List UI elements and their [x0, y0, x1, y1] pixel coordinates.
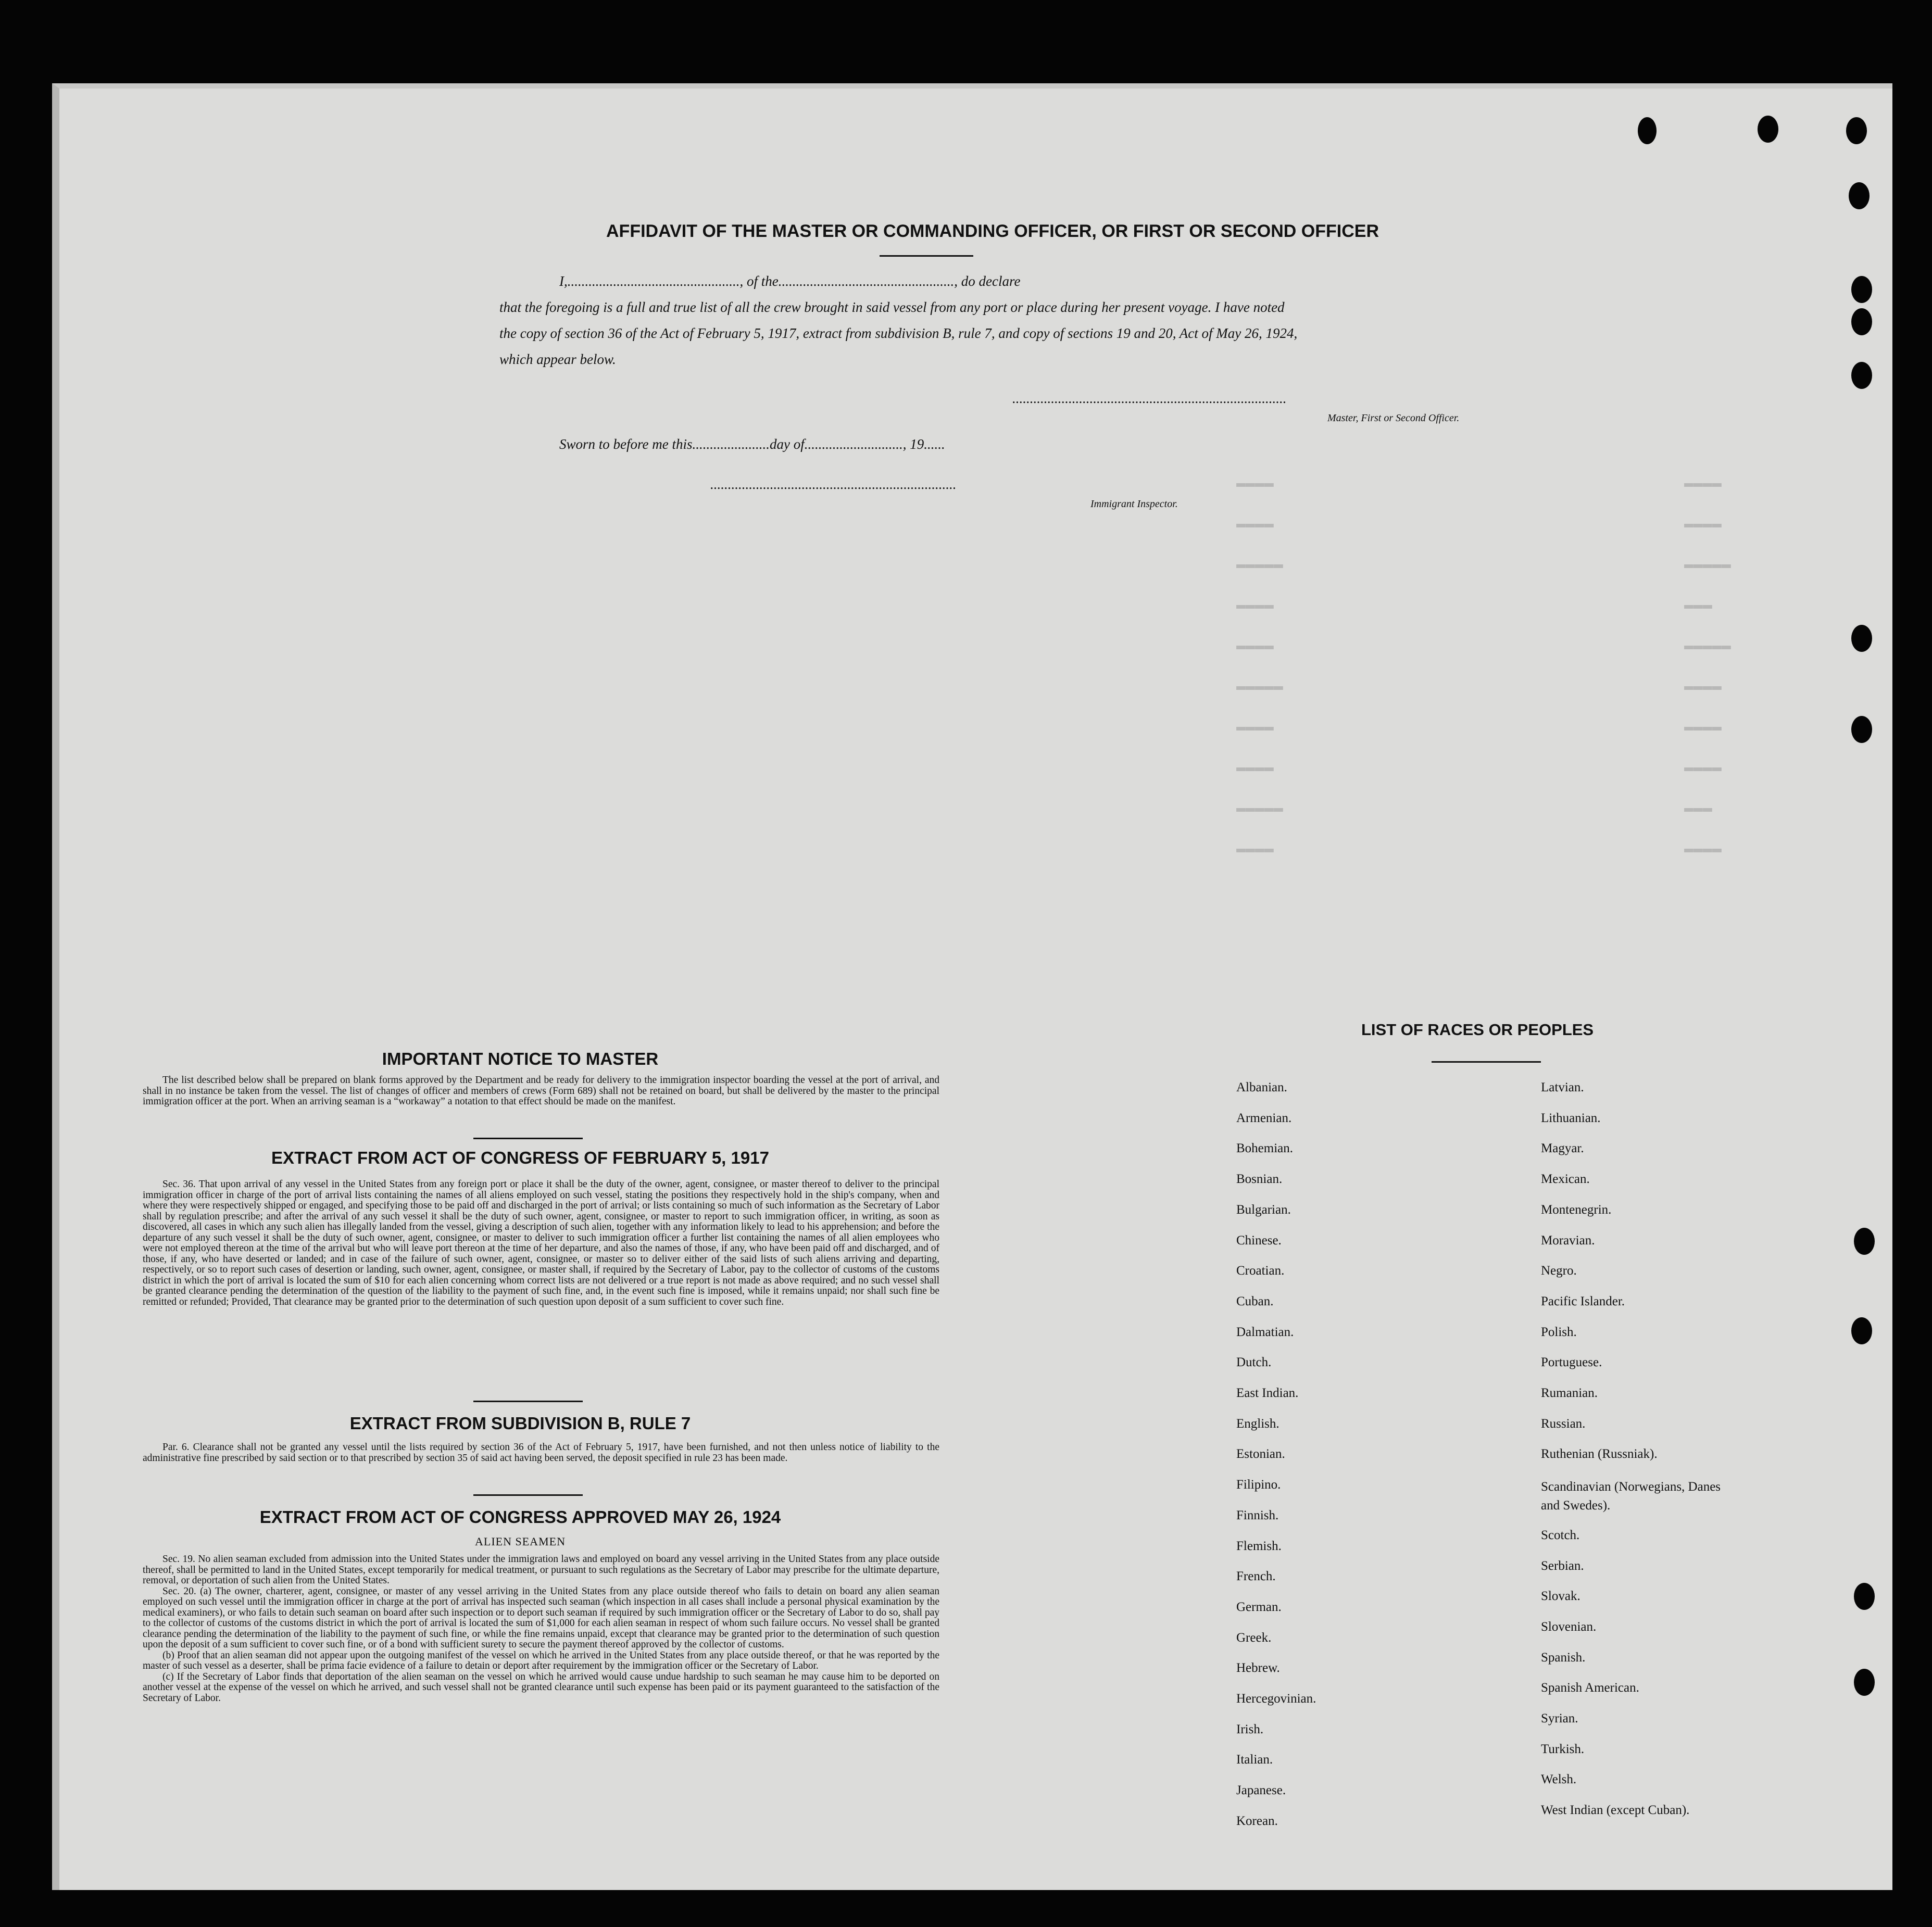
binding-hole	[1638, 117, 1657, 144]
section-rule	[473, 1138, 583, 1139]
binding-hole	[1846, 117, 1867, 144]
binding-hole	[1849, 182, 1870, 209]
binding-hole	[1851, 625, 1872, 652]
race-item: Mexican.	[1541, 1172, 1590, 1187]
affidavit-line-2: that the foregoing is a full and true list of all the crew brought in said vessel from any port or place during her present voyage. I have noted	[499, 299, 1285, 315]
affidavit-line-4: which appear below.	[499, 351, 616, 367]
race-item: Finnish.	[1236, 1508, 1279, 1522]
form-sheet	[52, 83, 1892, 1890]
race-item: Bosnian.	[1236, 1172, 1283, 1187]
binding-hole	[1851, 276, 1872, 303]
sec-20a-paragraph: Sec. 20. (a) The owner, charterer, agent, consignee, or master of any vessel arriving in the United States from any place outside thereof who fails to detain on board any alien seaman employed on such vessel until the immigration officer in charge at the port of arrival has inspected such seaman (which inspection in all cases shall include a personal physical examination by the medical examiners), or who fails to detain such seaman on board after such inspection or to deport such seaman if required by such immigration officer or the Secretary of Labor to do so, shall pay to the collector of customs of the customs district in which the port of arrival is located the sum of $1,000 for each alien seaman in respect of whom such failure occurs. No vessel shall be granted clearance pending the determination of the liability to the payment of such fine, or while the fine remains unpaid, except that clearance may be granted prior to the determination of such question upon the deposit of a sum sufficient to cover such fine, or of a bond with sufficient surety to secure the payment thereof approved by the collector of customs.	[143, 1585, 939, 1650]
race-item: Slovak.	[1541, 1589, 1580, 1604]
sec-36-paragraph: Sec. 36. That upon arrival of any vessel in the United States from any foreign port or place it shall be the duty of the owner, agent, consignee, or master thereof to deliver to the principal immigration officer in charge of the port of arrival lists containing the names of all aliens employed on such vessel, stating the positions they respectively hold in the ship's company, when and where they were respectively shipped or engaged, and specifying those to be paid off and discharged in the port of arrival; or lists containing so much of such information as the Secretary of Labor shall by regulation prescribe; and after the arrival of any such vessel it shall be the duty of such owner, agent, consignee, or master to report to such immigration officer, in writing, as soon as discovered, all cases in which any such alien has illegally landed from the vessel, giving a description of such alien, together with any information likely to lead to his apprehension; and before the departure of any such vessel it shall be the duty of such owner, agent, consignee, or master to deliver to such immigration officer a further list containing the names of all alien employees who were not employed thereon at the time of the arrival but who will leave port thereon at the time of her departure, and also the names of those, if any, who have been paid off and discharged, and of those, if any, who have deserted or landed; and in case of the failure of such owner, agent, consignee, or master so to deliver either of the said lists of such aliens arriving and departing, respectively, or so to report such cases of desertion or landing, such owner, agent, consignee, or master shall, if required by the Secretary of Labor, pay to the collector of customs of the customs district in which the port of arrival is located the sum of $10 for each alien concerning whom correct lists are not delivered or a true report is not made as above required; and no such vessel shall be granted clearance pending the determination of the question of the liability to the payment of such fine, and, in the event such fine is imposed, while it remains unpaid; nor shall such fine be remitted or refunded; Provided, That clearance may be granted prior to the determination of such question upon deposit of a sum sufficient to cover such fine.	[143, 1179, 939, 1307]
race-item: Hercegovinian.	[1236, 1692, 1316, 1706]
affidavit-line-3: the copy of section 36 of the Act of February 5, 1917, extract from subdivision B, rule 7, and copy of sections 19 and 20, Act of May 26, 1924,	[499, 325, 1298, 341]
sec-19-paragraph: Sec. 19. No alien seaman excluded from admission into the United States under the immigration laws and employed on board any vessel arriving in the United States from any place outside thereof, shall be permitted to land in the United States, except temporarily for medical treatment, or pursuant to such regulations as the Secretary of Labor may prescribe for the ultimate departure, removal, or deportation of such alien from the United States.	[143, 1554, 939, 1586]
affidavit-line-1: I,................................................., of the.................................................., do declare	[559, 273, 1021, 289]
rule-7-text	[143, 1442, 939, 1464]
race-item: Korean.	[1236, 1813, 1278, 1828]
race-item: Lithuanian.	[1541, 1111, 1601, 1125]
race-item: East Indian.	[1236, 1386, 1299, 1400]
notice-paragraph: The list described below shall be prepared on blank forms approved by the Department and be ready for delivery to the immigration inspector boarding the vessel at the port of arrival, and shall in no instance be taken from the vessel. The list of changes of officer and members of crews (Form 689) shall not be retained on board, but shall be delivered by the master to the principal immigration officer at the port. When an arriving seaman is a “workaway” a notation to that effect should be made on the manifest.	[143, 1075, 939, 1107]
race-item: Spanish.	[1541, 1650, 1586, 1665]
race-item: Irish.	[1236, 1722, 1264, 1736]
race-item: Russian.	[1541, 1416, 1586, 1431]
race-item: Dutch.	[1236, 1355, 1272, 1370]
race-item: Welsh.	[1541, 1772, 1577, 1787]
race-item: Estonian.	[1236, 1447, 1285, 1462]
extract-1924-text	[143, 1554, 939, 1704]
race-item: Albanian.	[1236, 1080, 1287, 1094]
race-item: Moravian.	[1541, 1233, 1595, 1248]
race-item: Greek.	[1236, 1630, 1272, 1645]
race-item: Scandinavian (Norwegians, Danes and Swedes).	[1541, 1480, 1721, 1513]
extract-1924-title: EXTRACT FROM ACT OF CONGRESS APPROVED MAY 26, 1924	[259, 1507, 781, 1527]
inspector-signature-caption: Immigrant Inspector.	[1090, 498, 1178, 510]
race-item: Japanese.	[1236, 1783, 1286, 1798]
affidavit-title: AFFIDAVIT OF THE MASTER OR COMMANDING OFFICER, OR FIRST OR SECOND OFFICER	[606, 221, 1379, 241]
sec-20c-paragraph: (c) If the Secretary of Labor finds that deportation of the alien seaman on the vessel on which he arrived would cause undue hardship to such seaman he may cause him to be deported on another vessel at the expense of the vessel on which he arrived, and such vessel shall not be granted clearance until such expense has been paid or its payment guaranteed to the satisfaction of the Secretary of Labor.	[143, 1671, 939, 1704]
bleed-through-column: ▬▬▬▬ ▬▬▬▬ ▬▬▬▬▬ ▬▬▬▬ ▬▬▬▬ ▬▬▬▬▬ ▬▬▬▬ ▬▬▬▬ ▬▬▬▬▬ ▬▬▬▬	[1236, 475, 1284, 858]
binding-hole	[1854, 1669, 1875, 1696]
alien-seamen-subtitle: ALIEN SEAMEN	[475, 1535, 566, 1548]
race-item: Polish.	[1541, 1325, 1577, 1339]
master-signature-caption: Master, First or Second Officer.	[1327, 412, 1460, 424]
race-item: Slovenian.	[1541, 1619, 1597, 1634]
race-item: Magyar.	[1541, 1141, 1584, 1156]
races-rule	[1432, 1061, 1541, 1063]
race-item: English.	[1236, 1416, 1279, 1431]
rule-7-title: EXTRACT FROM SUBDIVISION B, RULE 7	[349, 1414, 691, 1433]
race-item: Scotch.	[1541, 1528, 1580, 1542]
race-item: Spanish American.	[1541, 1681, 1639, 1695]
race-item: Negro.	[1541, 1264, 1577, 1278]
race-item: Syrian.	[1541, 1711, 1578, 1726]
binding-hole	[1851, 362, 1872, 389]
section-rule	[473, 1401, 583, 1402]
binding-hole	[1851, 308, 1872, 335]
races-title: LIST OF RACES OR PEOPLES	[1361, 1021, 1594, 1039]
race-item: West Indian (except Cuban).	[1541, 1803, 1690, 1818]
race-item: Croatian.	[1236, 1264, 1285, 1278]
race-item: Ruthenian (Russniak).	[1541, 1447, 1658, 1462]
race-item: Chinese.	[1236, 1233, 1282, 1248]
inspector-signature-line: ......................................................................	[710, 476, 957, 492]
race-item: Rumanian.	[1541, 1386, 1598, 1400]
race-item: Dalmatian.	[1236, 1325, 1294, 1339]
extract-1917-text	[143, 1179, 939, 1307]
race-item: Armenian.	[1236, 1111, 1292, 1125]
binding-hole	[1854, 1583, 1875, 1610]
section-rule	[473, 1494, 583, 1496]
sworn-line: Sworn to before me this......................day of............................, 19......	[559, 436, 945, 452]
binding-hole	[1758, 116, 1778, 143]
binding-hole	[1854, 1228, 1875, 1255]
race-item: Bulgarian.	[1236, 1202, 1291, 1217]
race-item: Cuban.	[1236, 1294, 1274, 1308]
bleed-through-column: ▬▬▬▬ ▬▬▬▬ ▬▬▬▬▬ ▬▬▬ ▬▬▬▬▬ ▬▬▬▬ ▬▬▬▬ ▬▬▬▬ ▬▬▬ ▬▬▬▬	[1684, 475, 1732, 858]
race-item: Serbian.	[1541, 1558, 1584, 1573]
par-6-paragraph: Par. 6. Clearance shall not be granted any vessel until the lists required by section 36 of the Act of February 5, 1917, have been furnished, and not then unless notice of liability to the administrative fine prescribed by said section or to that prescribed by section 35 of said act having been served, the deposit specified in rule 23 has been made.	[143, 1442, 939, 1464]
notice-text	[143, 1075, 939, 1107]
race-item: Latvian.	[1541, 1080, 1584, 1094]
race-item: Bohemian.	[1236, 1141, 1294, 1156]
race-item: French.	[1236, 1569, 1276, 1584]
race-item: Filipino.	[1236, 1478, 1281, 1492]
race-item: Flemish.	[1236, 1539, 1282, 1553]
sec-20b-paragraph: (b) Proof that an alien seaman did not appear upon the outgoing manifest of the vessel on which he arrived in the United States from any place outside thereof, or that he was reported by the master of such vessel as a deserter, shall be prima facie evidence of a failure to detain or deport after requirement by the immigration officer or the Secretary of Labor.	[143, 1649, 939, 1671]
race-item: Hebrew.	[1236, 1661, 1280, 1676]
notice-title: IMPORTANT NOTICE TO MASTER	[382, 1049, 659, 1068]
race-item: Turkish.	[1541, 1742, 1585, 1756]
title-rule	[880, 255, 973, 257]
race-item: German.	[1236, 1599, 1282, 1614]
race-item: Portuguese.	[1541, 1355, 1602, 1370]
extract-1917-title: EXTRACT FROM ACT OF CONGRESS OF FEBRUARY 5, 1917	[271, 1148, 769, 1167]
binding-hole	[1851, 1317, 1872, 1344]
race-item: Pacific Islander.	[1541, 1294, 1625, 1308]
race-item: Italian.	[1236, 1753, 1273, 1767]
binding-hole	[1851, 716, 1872, 743]
race-item: Montenegrin.	[1541, 1202, 1612, 1217]
master-signature-line: ..............................................................................	[1012, 391, 1287, 406]
